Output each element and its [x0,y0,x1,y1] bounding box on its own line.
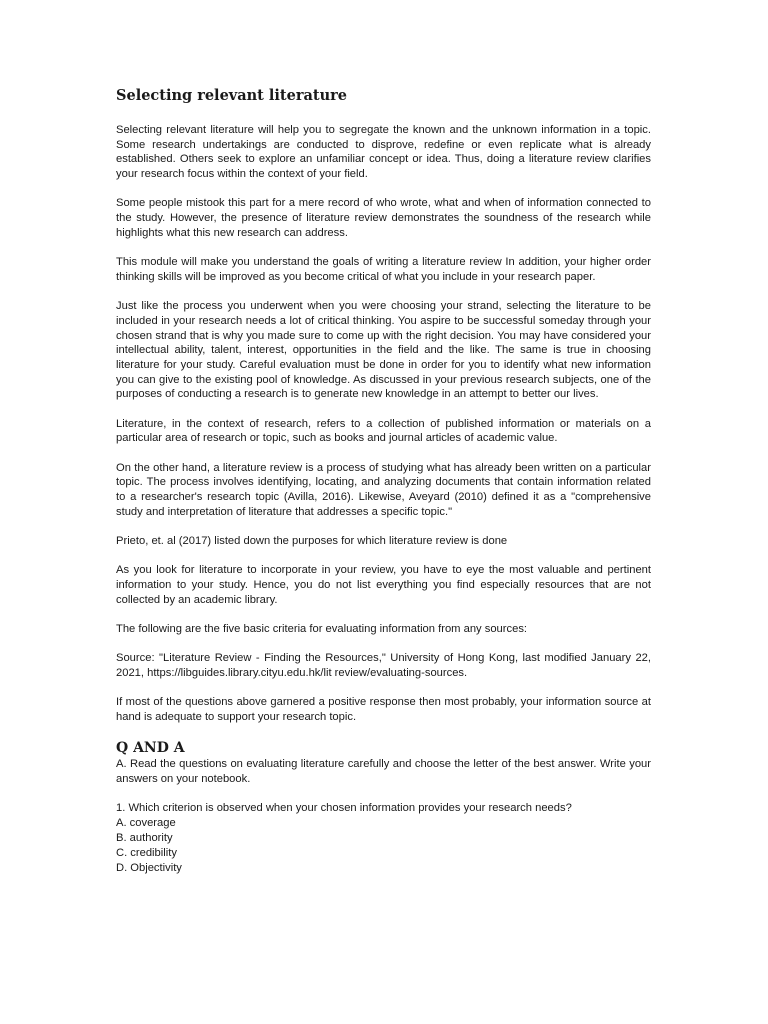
question-1: 1. Which criterion is observed when your chosen information provides your research needs? [116,802,572,815]
paragraph-strand-analogy: Just like the process you underwent when you were choosing your strand, selecting the literature to be included in your research needs a lot of critical thinking. You aspire to be successful someday through your chosen strand that is why you made sure to come up with the right decision. You may have considered your intellectual ability, talent, interest, opportunities in the field and the like. The same is true in choosing literature for your study. Careful evaluation must be done in order for you to identify what new information you can give to the existing pool of knowledge. As discussed in your previous research subjects, one of the purposes of conducting a research is to generate new knowledge in an attempt to better our lives. [116,300,651,401]
document-title: Selecting relevant literature [116,87,347,104]
paragraph-review-definition: On the other hand, a literature review is a process of studying what has already been written on a particular topic. The process involves identifying, locating, and analyzing documents that contain information related to a researcher's research topic (Avilla, 2016). Likewise, Aveyard (2010) defined it as a "comprehensive study and interpretation of literature that addresses a specific topic." [116,461,651,518]
answer-options [116,816,651,876]
paragraph-misconception: Some people mistook this part for a mere record of who wrote, what and when of information connected to the study. However, the presence of literature review demonstrates the soundness of the research while highlights what this new research can address. [116,197,651,239]
paragraph-conclusion: If most of the questions above garnered a positive response then most probably, your information source at hand is adequate to support your research topic. [116,696,651,724]
document-page [116,86,651,876]
qa-heading: Q AND A [116,740,185,757]
paragraph-criteria: The following are the five basic criteria for evaluating information from any sources: [116,623,528,636]
paragraph-literature-definition: Literature, in the context of research, refers to a collection of published information or materials on a particular area of research or topic, such as books and journal articles of academic value. [116,417,651,445]
paragraph-intro: Selecting relevant literature will help you to segregate the known and the unknown information in a topic. Some research undertakings are conducted to disprove, redefine or even replicate what is already established. Others seek to explore an unfamiliar concept or idea. Thus, doing a literature review clarifies your research focus within the context of your field. [116,124,651,181]
qa-instructions: A. Read the questions on evaluating literature carefully and choose the letter of the best answer. Write your answers on your notebook. [116,758,651,786]
option-d: D. Objectivity [116,861,182,874]
paragraph-module-goal: This module will make you understand the goals of writing a literature review In addition, your higher order thinking skills will be improved as you become critical of what you include in your research paper. [116,256,651,283]
option-a: A. coverage [116,817,176,830]
option-c: C. credibility [116,846,177,859]
paragraph-valuable-info: As you look for literature to incorporate in your review, you have to eye the most valuable and pertinent information to your study. Hence, you do not list everything you find especially resources that are not collected by an academic library. [116,564,651,606]
paragraph-purposes: Prieto, et. al (2017) listed down the purposes for which literature review is done [116,535,508,548]
option-b: B. authority [116,831,173,844]
paragraph-source: Source: "Literature Review - Finding the Resources," University of Hong Kong, last modified January 22, 2021, https://libguides.library.cityu.edu.hk/lit review/evaluating-sources. [116,652,651,680]
